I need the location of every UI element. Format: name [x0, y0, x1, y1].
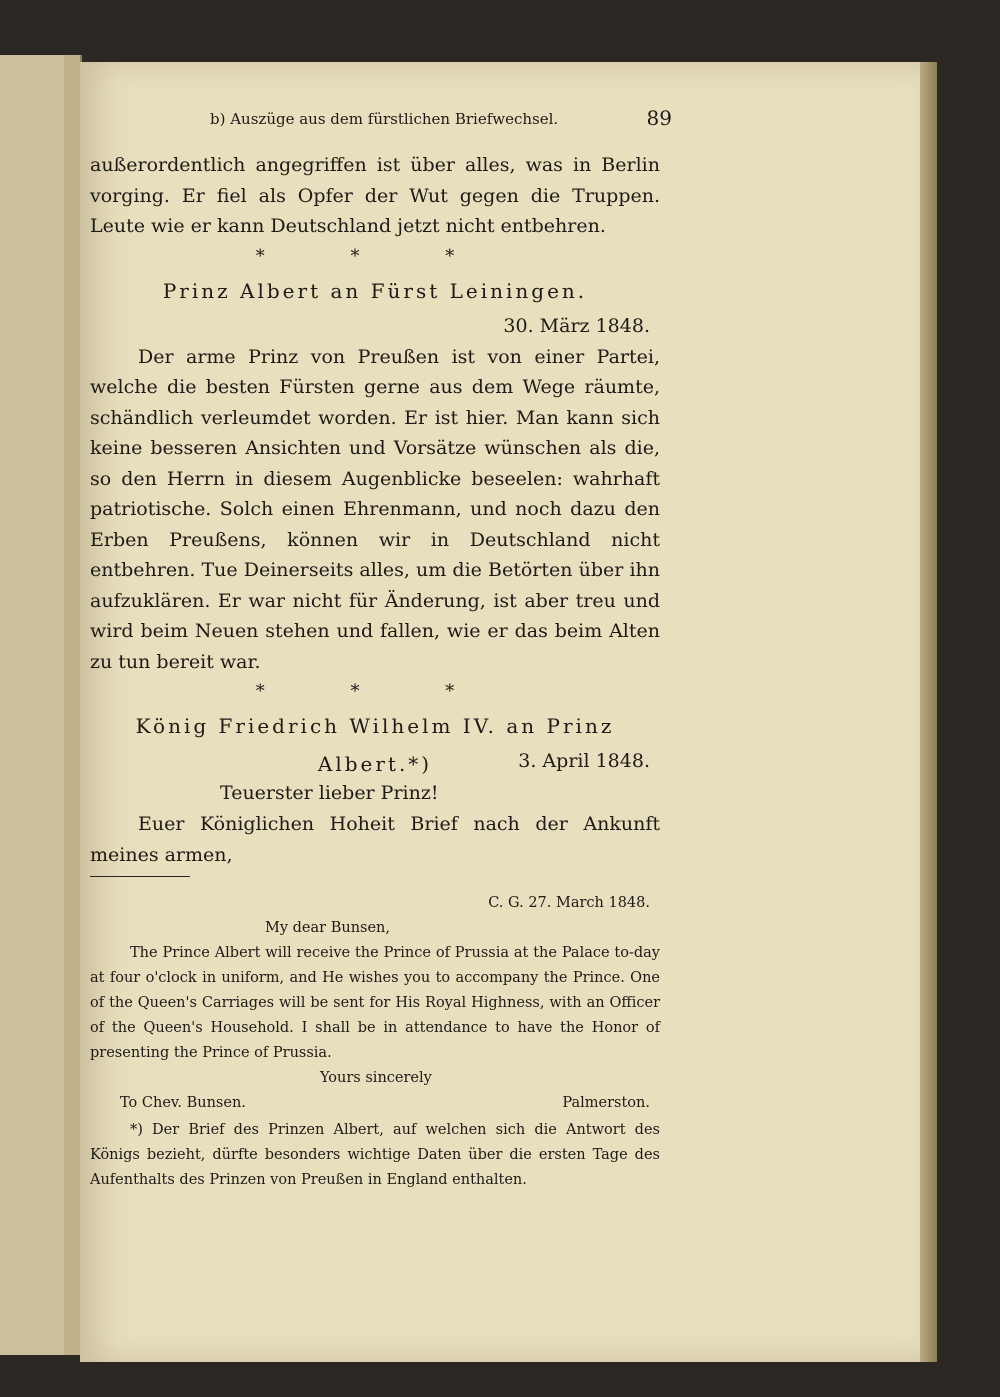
- letter2-heading: König Friedrich Wilhelm IV. an Prinz Albert.*): [135, 714, 615, 776]
- letter2-body: Euer Königlichen Hoheit Brief nach der Ankunft meines armen,: [90, 813, 660, 866]
- english-note: [90, 891, 660, 1116]
- left-page-edge: [64, 55, 80, 1355]
- note-salutation: My dear Bunsen,: [265, 920, 390, 936]
- paragraph-continuation: außerordentlich angegriffen ist über alles, was in Berlin vorging. Er fiel als Opfer der Wut gegen die Truppen. Leute wie er kann Deutschland jetzt nicht entbehren.: [90, 154, 660, 237]
- note-body: The Prince Albert will receive the Prince of Prussia at the Palace to-day at four o'clock in uniform, and He wishes you to accompany the Prince. One of the Queen's Carriages will be sent for His Royal Highness, with an Officer of the Queen's Household. I shall be in attendance to have the Honor of presenting the Prince of Prussia.: [90, 945, 660, 1061]
- running-header: [90, 106, 672, 150]
- section-divider-2: * * *: [255, 681, 495, 702]
- section-divider-1: * * *: [255, 245, 495, 267]
- note-signature-row: [90, 1091, 660, 1116]
- letter2-salutation: Teuerster lieber Prinz!: [220, 782, 439, 804]
- letter1-body: Der arme Prinz von Preußen ist von einer Partei, welche die besten Fürsten gerne aus dem Wege räumte, schändlich verleumdet worden. Er ist hier. Man kann sich keine besseren Ansichten und Vorsätze wünschen als die, so den Herrn in diesem Augenblicke beseelen: wahrhaft patriotische. Solch einen Ehrenmann, und noch dazu den Erben Preußens, können wir in Deutschland nicht entbehren. Tue Deinerseits alles, um die Betörten über ihn aufzuklären. Er war nicht für Änderung, ist aber treu und wird beim Neuen stehen und fallen, wie er das beim Alten zu tun bereit war.: [90, 345, 660, 673]
- note-addressee: To Chev. Bunsen.: [120, 1095, 246, 1111]
- note-place-date: C. G. 27. March 1848.: [488, 895, 650, 911]
- header-title: b) Auszüge aus dem fürstlichen Briefwechsel.: [210, 110, 559, 128]
- letter1-date: 30. März 1848.: [503, 314, 650, 337]
- letter2-date: 3. April 1848.: [518, 750, 650, 772]
- footnote: *) Der Brief des Prinzen Albert, auf welchen sich die Antwort des Königs bezieht, dürfte besonders wichtige Daten über die ersten Tage des Aufenthalts des Prinzen von Preußen in England enthalten.: [90, 1122, 660, 1188]
- page-number: 89: [646, 106, 672, 130]
- page-content: [90, 106, 672, 1193]
- footnote-rule: [90, 876, 190, 877]
- letter1-heading: Prinz Albert an Fürst Leiningen.: [162, 278, 588, 303]
- note-closing: Yours sincerely: [320, 1070, 432, 1086]
- note-signature: Palmerston.: [562, 1095, 650, 1111]
